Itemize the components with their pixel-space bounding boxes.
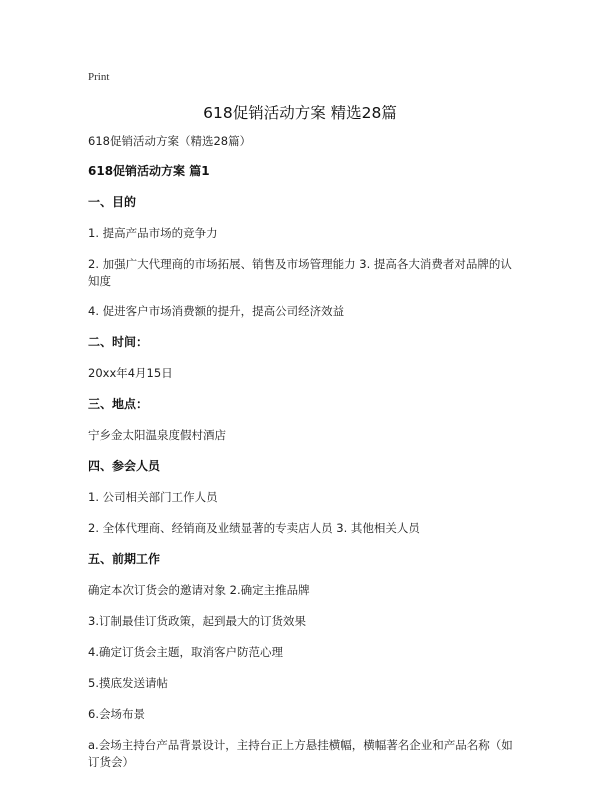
heading-prep: 五、前期工作 [88,552,161,566]
document-title: 618促销活动方案 精选28篇 [203,104,397,122]
place-value: 宁乡金太阳温泉度假村酒店 [88,428,226,442]
goal-item: 4. 促进客户市场消费额的提升，提高公司经济效益 [88,304,345,318]
prep-item: 6.会场布景 [88,707,145,721]
heading-participants: 四、参会人员 [88,459,161,473]
section-title: 618促销活动方案 篇1 [88,164,210,178]
heading-time: 二、时间： [88,335,149,349]
heading-goal: 一、目的 [88,195,137,209]
goal-item: 2. 加强广大代理商的市场拓展、销售及市场管理能力 3. 提高各大消费者对品牌的认知度 [88,257,512,288]
prep-item: a.会场主持台产品背景设计，主持台正上方悬挂横幅，横幅著名企业和产品名称（如订货会） [88,738,513,769]
participant-item: 2. 全体代理商、经销商及业绩显著的专卖店人员 3. 其他相关人员 [88,521,420,535]
prep-item: 4.确定订货会主题，取消客户防范心理 [88,645,283,659]
prep-item: 确定本次订货会的邀请对象 2.确定主推品牌 [88,583,310,597]
print-label: Print [88,71,110,83]
participant-item: 1. 公司相关部门工作人员 [88,490,218,504]
goal-item: 1. 提高产品市场的竞争力 [88,226,218,240]
prep-item: 5.摸底发送请帖 [88,676,168,690]
document-subtitle: 618促销活动方案（精选28篇） [88,134,252,148]
heading-place: 三、地点： [88,397,149,411]
prep-item: 3.订制最佳订货政策，起到最大的订货效果 [88,614,306,628]
time-value: 20xx年4月15日 [88,366,173,380]
document-body [88,133,518,785]
